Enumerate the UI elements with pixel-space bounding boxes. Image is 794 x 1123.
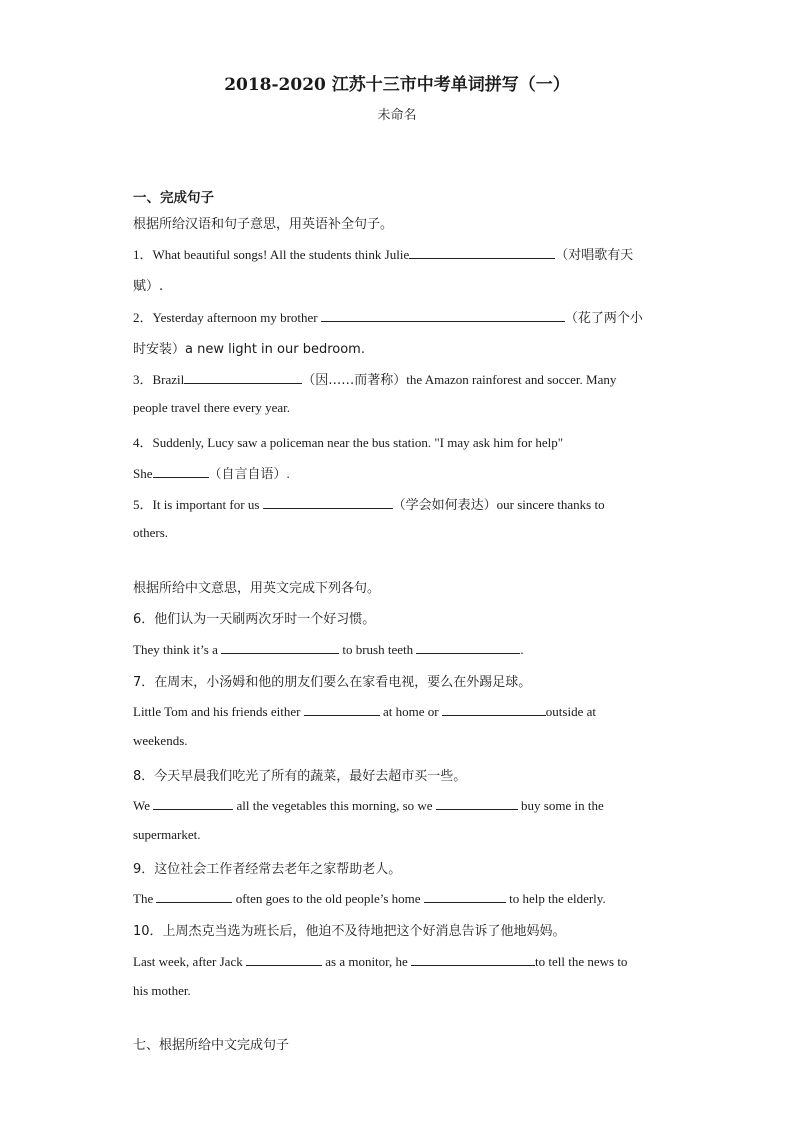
q1-blank[interactable] [409,245,555,259]
q5-continuation: others. [133,525,169,540]
q9-blank-1[interactable] [156,889,232,903]
q10-blank-1[interactable] [246,952,322,966]
q8-text-a: We [133,798,154,813]
q6-text-c: . [520,642,524,657]
question-7-english [133,702,663,720]
q2-text: 2．Yesterday afternoon my brother [133,310,321,325]
q10-text-a: Last week, after Jack [133,954,246,969]
q5-text-b: our sincere thanks to [496,497,605,512]
question-2 [133,307,663,326]
question-3 [133,369,663,388]
q7-continuation: weekends. [133,733,188,748]
q8-text-b: all the vegetables this morning, so we [233,798,436,813]
q9-text-a: The [133,891,157,906]
q8-blank-1[interactable] [153,796,233,810]
q7-text-b: at home or [379,704,442,719]
q3-text-b: the Amazon rainforest and soccer. Many [406,372,617,387]
q7-text-a: Little Tom and his friends either [133,704,304,719]
q2-continuation [133,338,663,357]
q5-hint: （学会如何表达） [392,498,497,513]
q3-continuation: people travel there every year. [133,400,290,415]
q6-text-b: to brush teeth [339,642,417,657]
section2-instruction: 根据所给中文意思，用英文完成下列各句。 [133,581,381,596]
question-10-english [133,952,663,970]
q7-blank-1[interactable] [304,702,380,716]
q7-text-c: outside at [545,704,596,719]
q4-text-c: . [286,466,290,481]
q6-blank-2[interactable] [416,640,520,654]
q1-hint: （对唱歌有天 [555,248,634,263]
q2-hint: （花了两个小 [564,311,643,326]
q7-blank-2[interactable] [442,702,546,716]
question-5 [133,494,663,513]
page-title: 2018-2020 江苏十三市中考单词拼写（一） [224,75,570,95]
section1-heading: 一、完成句子 [133,190,214,206]
q4-text-b: She [133,466,153,481]
q4-hint: （自言自语） [208,467,287,482]
q3-text: 3．Brazil [133,372,185,387]
question-9-english [133,889,663,907]
section1-instruction: 根据所给汉语和句子意思，用英语补全句子。 [133,217,394,232]
q10-blank-2[interactable] [411,952,535,966]
question-8-english [133,796,663,814]
q10-text-c: to tell the news to [535,954,628,969]
q1-text: 1．What beautiful songs! All the students think Julie [133,247,410,262]
q6-text-a: They think it’s a [133,642,222,657]
q8-text-c: buy some in the [517,798,604,813]
q5-blank[interactable] [263,495,393,509]
q8-continuation: supermarket. [133,827,201,842]
q9-text-b: often goes to the old people’s home [232,891,424,906]
q6-blank-1[interactable] [221,640,339,654]
question-6-english [133,640,663,658]
question-8-chinese: 8．今天早晨我们吃光了所有的蔬菜，最好去超市买一些。 [133,769,467,784]
q4-blank[interactable] [153,464,209,478]
q4-continuation [133,463,663,482]
q3-blank[interactable] [184,370,302,384]
q10-continuation: his mother. [133,983,191,998]
q9-blank-2[interactable] [424,889,506,903]
question-10-chinese: 10．上周杰克当选为班长后，他迫不及待地把这个好消息告诉了他地妈妈。 [133,924,566,939]
q1-cont-text: 赋）. [133,279,164,294]
q8-blank-2[interactable] [436,796,518,810]
q2-cont-text: 时安装）a new light in our bedroom. [133,342,365,357]
q9-text-c: to help the elderly. [505,891,606,906]
question-7-chinese: 7．在周末，小汤姆和他的朋友们要么在家看电视，要么在外踢足球。 [133,675,532,690]
q10-text-b: as a monitor, he [321,954,411,969]
question-6-chinese: 6．他们认为一天刷两次牙时一个好习惯。 [133,612,376,627]
q5-text: 5．It is important for us [133,497,263,512]
q2-blank[interactable] [321,308,565,322]
q3-hint: （因……而著称） [302,373,407,388]
question-4: 4．Suddenly, Lucy saw a policeman near the bus station. "I may ask him for help" [133,435,564,450]
page-subtitle: 未命名 [377,108,417,123]
q1-continuation [133,275,663,294]
question-9-chinese: 9．这位社会工作者经常去老年之家帮助老人。 [133,862,402,877]
question-1 [133,244,663,263]
section3-heading: 七、根据所给中文完成句子 [133,1038,290,1053]
